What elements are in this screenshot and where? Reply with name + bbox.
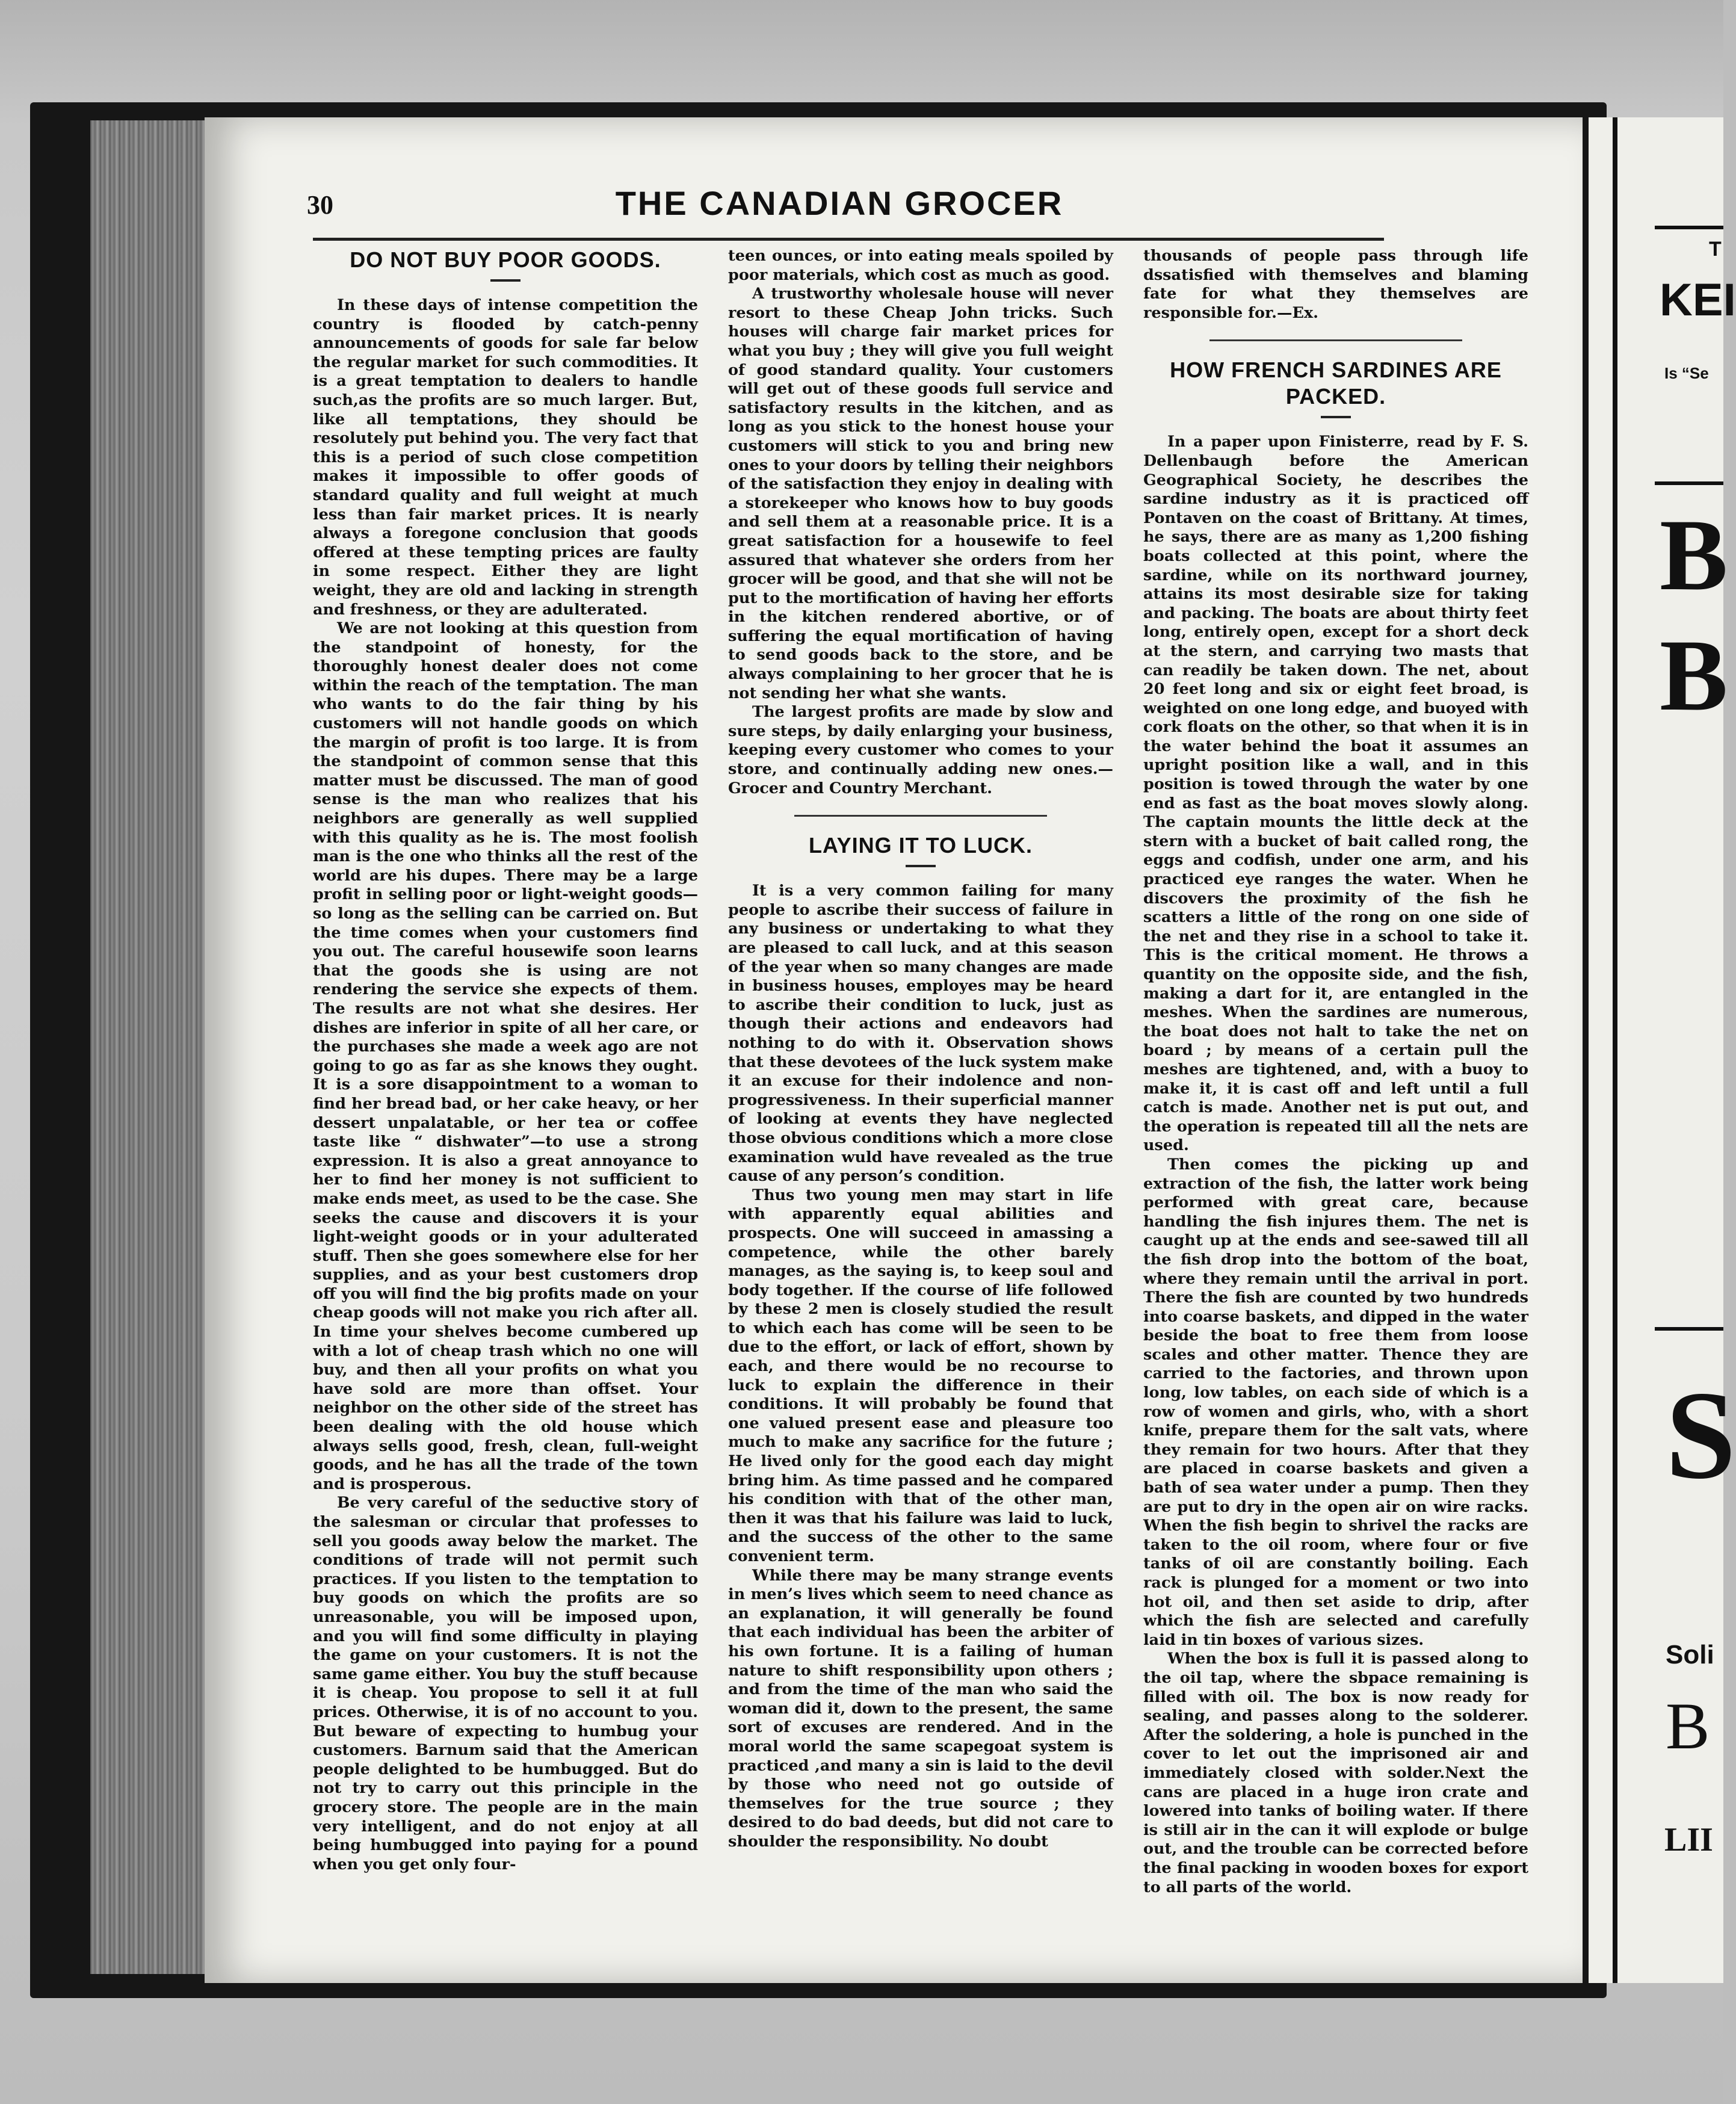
headline-dash (490, 279, 520, 282)
facing-fragment: S (1666, 1366, 1736, 1505)
article-headline: DO NOT BUY POOR GOODS. (350, 247, 661, 272)
facing-page-rule (1655, 481, 1723, 485)
section-rule (794, 815, 1047, 817)
article-continuation: teen ounces, or into eating meals spoiled by poor materials, which cost as much as good. (728, 247, 1113, 284)
facing-fragment: B (1660, 619, 1728, 732)
article-paragraph: Thus two young men may start in life with apparently equal abilities and prospects. One will succeed in amassing a competence, while the other barely manages, as the saying is, to keep soul and body together. If the course of life followed by these 2 men is closely studied the result to which each has come will be seen to be due to the effort, or lack of effort, shown by each, and there would be no recourse to luck to explain the difference in their conditions. It will probably be found that one valued present ease and pleasure too much to make any sacrifice for the future ; He lived only for the good each day might bring him. As time passed and he compared his condition with that of the other man, then it was that his failure was laid to luck, and the success of the other to the same convenient term. (728, 1186, 1113, 1565)
article-paragraph: It is a very common failing for many people to ascribe their success of failure in any business or undertaking to what they are pleased to call luck, and at this season of the year when so many changes are made in business houses, employes may be heard to ascribe their condition to luck, just as though their actions and endeavors had nothing to do with it. Observation shows that these devotees of the luck system make it an excuse for their indolence and non-progressiveness. In their superficial manner of looking at events they have neglected those obvious conditions which a more close examination wuld have revealed as the true cause of any person’s condition. (728, 882, 1113, 1186)
facing-page (1589, 117, 1736, 1983)
article-headline: LAYING IT TO LUCK. (808, 833, 1033, 858)
article-paragraph: When the box is full it is passed along to the oil tap, where the sbpace remaining is filled with oil. The box is now ready for sealing, and passes along to the solderer. After the soldering, a hole is punched in the cover to let out the imprisoned air and immediately closed with solder.Next the cans are placed in a huge iron crate and lowered into tanks of boiling water. If there is still air in the can it will explode or bulge out, and the trouble can be corrected before the final packing in wooden boxes for export to all parts of the world. (1143, 1650, 1528, 1896)
article-paragraph: The largest profits are made by slow and sure steps, by daily enlarging your business, keeping every customer who comes to your store, and continually adding new ones.—Grocer and Country Merchant. (728, 703, 1113, 797)
article-headline: HOW FRENCH SARDINES ARE PACKED. (1170, 357, 1502, 409)
facing-page-rule (1655, 226, 1723, 229)
article-paragraph: We are not looking at this question from the standpoint of honesty, for the thoroughly honest dealer does not come within the reach of the temptation. The man who wants to do the fair thing by his customers will not handle goods on which the margin of profit is too large. It is from the standpoint of common sense that this matter must be discussed. The man of good sense is the man who realizes that his neighbors are generally as well supplied with this quality as he is. The most foolish man is the one who thinks all the rest of the world are his dupes. There may be a large profit in selling poor or light-weight goods—so long as the selling can be carried on. But the time comes when your customers find you out. The careful housewife soon learns that the goods she is using are not rendering the service she expects of them. The results are not what she desires. Her dishes are inferior in spite of all her care, or the purchases she made a week ago are not going to go as far as she knows they ought. It is a sore disappointment to a woman to find her bread bad, or her cake heavy, or her dessert unpalatable, or her tea or coffee taste like “ dishwater”—to use a strong expression. It is also a great annoyance to her to find her money is not sufficient to make ends meet, as used to be the case. She seeks the cause and discovers it is your light-weight goods or in your adulterated stuff. Then she goes somewhere else for her supplies, and as your best customers drop off you will find the big profits made on your cheap goods will not make you rich after all. In time your shelves become cumbered up with a lot of cheap trash which no one will buy, and then all your profits on what you have sold are more than offset. Your neighbor on the other side of the street has been dealing with the old house which always sells good, fresh, clean, full-weight goods, and he has all the trade of the town and is prosperous. (313, 619, 698, 1493)
facing-fragment: T (1709, 238, 1722, 261)
facing-page-border (1613, 117, 1617, 1983)
facing-page-rule (1655, 1327, 1723, 1331)
column-2 (728, 247, 1113, 1852)
facing-fragment: Soli (1666, 1640, 1714, 1669)
article-paragraph: A trustworthy wholesale house will never resort to these Cheap John tricks. Such houses will charge fair market prices for what you buy ; they will give you full weight of good standard quality. Your customers will get out of these goods full service and satisfactory results in the kitchen, and as long as you stick to the honest house your customers will stick to you and bring new ones to your doors by telling their neighbors of the satisfaction they enjoy in dealing with a storekeeper who knows how to buy goods and sell them at a reasonable price. It is a great satisfaction for a housewife to feel assured that whatever she orders from her grocer will be good, and that she will not be put to the mortification of having her efforts in the kitchen rendered abortive, or of suffering the equal mortification of having to send goods back to the store, and be always complaining to her grocer that he is not sending her what she wants. (728, 285, 1113, 702)
header-rule (313, 238, 1384, 241)
page-edges (90, 120, 217, 1974)
headline-dash (906, 865, 936, 867)
page-number: 30 (307, 190, 333, 220)
column-3 (1143, 247, 1528, 1897)
article-paragraph: Be very careful of the seductive story of the salesman or circular that professes to sell you goods away below the market. The conditions of trade will not permit such practices. If you listen to the temptation to buy goods on which the profits are so unreasonable, you will be imposed upon, and you will find some difficulty in playing the game on your customers. It is not the same game either. You buy the stuff because it is cheap. You propose to sell it at full prices. Otherwise, it is of no account to you. But beware of expecting to humbug your customers. Barnum said that the American people delighted to be humbugged. But do not try to carry out this principle in the grocery store. The people are in the main very intelligent, and do not enjoy at all being humbugged into paying for a pound when you get only four- (313, 1494, 698, 1873)
facing-fragment: B (1666, 1689, 1710, 1763)
page-header (307, 184, 1372, 232)
facing-fragment: LII (1664, 1821, 1713, 1858)
article-continuation: thousands of people pass through life dssatisfied with themselves and blaming fate for what they themselves are responsible for.—Ex. (1143, 247, 1528, 322)
page-title: THE CANADIAN GROCER (615, 184, 1064, 222)
article-paragraph: In a paper upon Finisterre, read by F. S. Dellenbaugh before the American Geographical Society, he describes the sardine industry as it is practiced off Pontaven on the coast of Brittany. At times, he says, there are as many as 1,200 fishing boats collected at this point, where the sardine, while on its northward journey, attains its most desirable size for taking and packing. The boats are about thirty feet long, entirely open, except for a short deck at the stern, and carrying two masts that can readily be taken down. The net, about 20 feet long and six or eight feet broad, is weighted on one long edge, and buoyed with cork floats on the other, so that when it is in the water behind the boat it assumes an upright position like a wall, and in this position is towed through the water by one end as fast as the boat moves slowly along. The captain mounts the little deck at the stern with a bucket of bait called rong, the eggs and codfish, under one arm, and his practiced eye ranges the water. When he discovers the proximity of the fish he scatters a little of the rong on one side of the net and they rise in a school to take it. This is the critical moment. He throws a quantity on the opposite side, and the fish, making a dart for it, are entangled in the meshes. When the sardines are numerous, the boat does not halt to take the net on board ; by means of a certain pull the meshes are tightened, and, with a buoy to make it, it is cast off and left until a full catch is made. Another net is put out, and the operation is repeated till all the nets are used. (1143, 433, 1528, 1155)
facing-fragment: Is “Se (1664, 364, 1709, 382)
article-paragraph: In these days of intense competition the country is flooded by catch-penny announcements of goods for sale far below the regular market for such commodities. It is a great temptation to dealers to handle such,as the profits are so much larger. But, like all temptations, they should be resolutely put behind you. The very fact that this is a period of such close competition makes it impossible to offer goods of standard quality and full weight at much less than fair market prices. It is nearly always a foregone conclusion that goods offered at these tempting prices are faulty in some respect. Either they are light weight, they are old and lacking in strength and freshness, or they are adulterated. (313, 296, 698, 619)
facing-fragment: KEI (1660, 274, 1736, 326)
section-rule (1209, 339, 1462, 341)
article-paragraph: Then comes the picking up and extraction of the fish, the latter work being performed with great care, because handling the fish injures them. The net is caught up at the ends and see-sawed till all the fish drop into the bottom of the boat, where they remain until the arrival in port. There the fish are counted by two hundreds into coarse baskets, and dipped in the water beside the boat to free them from loose scales and other matter. Thence they are carried to the factories, and thrown upon long, low tables, on each side of which is a row of women and girls, who, with a short knife, prepare them for the salt vats, where they remain for two hours. After that they are placed in coarse baskets and given a bath of sea water under a pump. Then they are put to dry in the open air on wire racks. When the fish begin to shrivel the racks are taken to the oil room, where four or five tanks of oil are constantly boiling. Each rack is plunged for a moment or two into hot oil, and then set aside to drip, after which the fish are selected and carefully laid in tin boxes of various sizes. (1143, 1155, 1528, 1649)
headline-dash (1321, 416, 1351, 418)
facing-fragment: B (1660, 498, 1728, 611)
column-1 (313, 247, 698, 1874)
article-paragraph: While there may be many strange events in men’s lives which seem to need chance as an explanation, it will generally be found that each individual has been the arbiter of his own fortune. It is a failing of human nature to shift responsibility upon others ; and from the time of the man who said the woman did it, down to the present, the same sort of excuses are rendered. And in the moral world the same scapegoat system is practiced ,and many a sin is laid to the devil by those who need not go outside of themselves for the true source ; they desired to do bad deeds, but did not care to shoulder the responsibility. No doubt (728, 1566, 1113, 1851)
newspaper-page (205, 117, 1583, 1983)
